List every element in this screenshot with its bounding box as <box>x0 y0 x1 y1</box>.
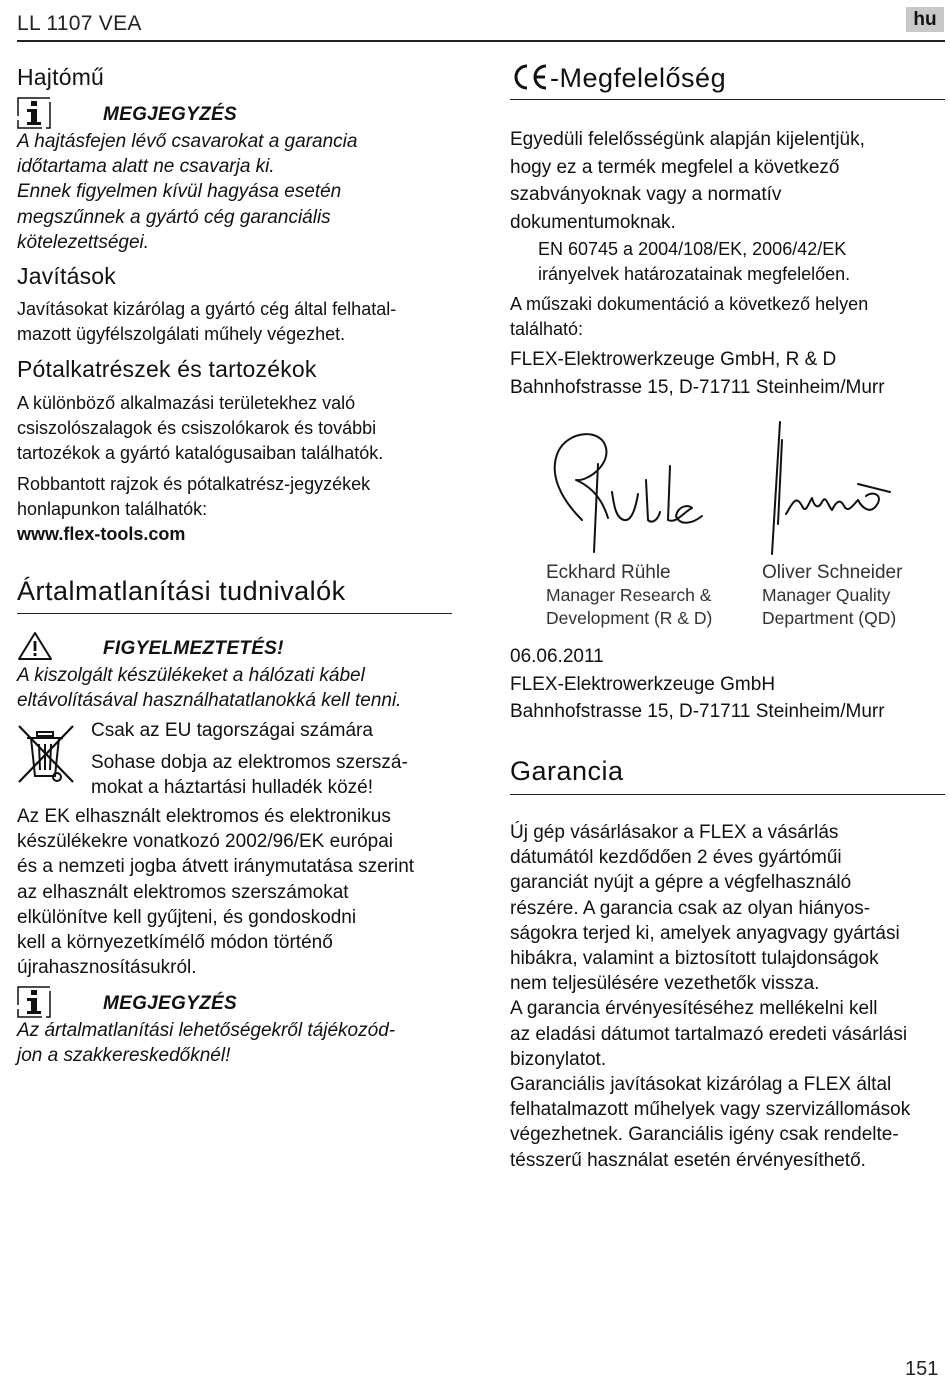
text-line: megszűnnek a gyártó cég garanciális <box>17 206 331 228</box>
disposal-heading-rule <box>17 613 452 614</box>
text-line: készülékekre vonatkozó 2002/96/EK európai <box>17 831 394 853</box>
text-line: részére. A garancia csak az olyan hiányos- <box>510 897 871 919</box>
declaration-date: 06.06.2011 <box>510 646 604 667</box>
conformity-heading: -Megfelelőség <box>550 63 727 93</box>
left-column <box>17 0 457 1391</box>
parts-heading: Pótalkatrészek és tartozékok <box>17 356 317 382</box>
text-line: az elhasznált elektromos szerszámokat <box>17 881 349 903</box>
text-line: felhatalmazott műhelyek vagy szervizállomások <box>510 1099 911 1121</box>
ce-mark-icon <box>510 62 550 97</box>
text-line: Bahnhofstrasse 15, D-71711 Steinheim/Murr <box>510 701 885 722</box>
text-line: A hajtásfejen lévő csavarokat a garancia <box>17 131 358 152</box>
text-line: mazott ügyfélszolgálati műhely végezhet. <box>17 324 346 344</box>
conformity-heading-rule <box>510 99 945 100</box>
text-line: kell a környezetkímélő módon történő <box>17 932 333 954</box>
signature-schneider <box>762 414 912 569</box>
text-line: nem teljesülésére vezethetők vissza. <box>510 973 820 995</box>
conformity-standards <box>538 237 850 287</box>
conformity-intro <box>510 126 865 236</box>
text-line: A műszaki dokumentáció a következő helyen <box>510 294 869 314</box>
language-badge: hu <box>906 7 944 32</box>
conformity-date-block <box>510 643 885 726</box>
directive-text <box>17 804 414 980</box>
warranty-heading: Garancia <box>510 756 624 786</box>
text-line: hogy ez a termék megfelel a következő <box>510 156 840 178</box>
text-line: jon a szakkereskedőknél! <box>17 1045 231 1067</box>
text-line: újrahasznosításukról. <box>17 957 197 979</box>
text-line: mokat a háztartási hulladék közé! <box>91 777 373 799</box>
text-line: Bahnhofstrasse 15, D-71711 Steinheim/Murr <box>510 377 885 398</box>
text-line: Az ártalmatlanítási lehetőségekről tájékozód- <box>17 1020 396 1041</box>
disposal-note-text <box>17 1018 395 1068</box>
signer-name: Eckhard Rühle <box>546 562 671 583</box>
text-line: tésszerű használat esetén érvényesíthető. <box>510 1149 866 1171</box>
text-line: dátumától kezdődően 2 éves gyártóműi <box>510 847 842 869</box>
text-line: FLEX-Elektrowerkzeuge GmbH, R & D <box>510 349 837 370</box>
text-line: elkülönítve kell gyűjteni, és gondoskodni <box>17 906 357 928</box>
signer-role: Manager Quality <box>762 585 891 605</box>
text-line: garanciát nyújt a gépre a végfelhasználó <box>510 872 852 894</box>
disposal-warning-label: FIGYELMEZTETÉS! <box>103 638 284 659</box>
text-line: hibákra, valamint a biztosított tulajdonságok <box>510 948 879 970</box>
parts-text-2 <box>17 472 370 547</box>
text-line: bizonylatot. <box>510 1048 607 1070</box>
text-line: ságokra terjed ki, amelyek anyagvagy gyártási <box>510 922 900 944</box>
signer-2 <box>762 561 902 630</box>
right-column <box>510 0 945 1391</box>
signer-role: Department (QD) <box>762 608 897 628</box>
gear-note-label: MEGJEGYZÉS <box>103 104 237 125</box>
bin-text <box>91 750 408 800</box>
model-title: LL 1107 VEA <box>17 12 142 35</box>
text-line: található: <box>510 319 584 339</box>
text-line: időtartama alatt ne csavarja ki. <box>17 156 275 178</box>
text-line: irányelvek határozatainak megfelelően. <box>538 264 851 284</box>
text-line: Robbantott rajzok és pótalkatrész-jegyzékek <box>17 474 371 494</box>
repairs-text <box>17 297 396 347</box>
disposal-heading: Ártalmatlanítási tudnivalók <box>17 576 346 606</box>
eu-only-text: Csak az EU tagországai számára <box>91 720 373 741</box>
text-line: csiszolószalagok és csiszolókarok és további <box>17 418 377 438</box>
text-line: Garanciális javításokat kizárólag a FLEX által <box>510 1074 892 1096</box>
text-line: végezhetnek. Garanciális igény csak rendelte- <box>510 1124 899 1146</box>
text-line: A különböző alkalmazási területekhez való <box>17 393 356 413</box>
website-link[interactable]: www.flex-tools.com <box>17 524 186 544</box>
signature-ruhle <box>542 420 712 565</box>
crossed-out-wheelie-bin-icon <box>17 722 75 791</box>
signer-1 <box>546 561 712 630</box>
text-line: Egyedüli felelősségünk alapján kijelentjük, <box>510 129 865 150</box>
text-line: A kiszolgált készülékeket a hálózati kábel <box>17 665 365 686</box>
text-line: Ennek figyelmen kívül hagyása esetén <box>17 181 342 203</box>
text-line: és a nemzeti jogba átvett iránymutatása szerint <box>17 856 415 878</box>
signer-role: Manager Research & <box>546 585 712 605</box>
text-line: EN 60745 a 2004/108/EK, 2006/42/EK <box>538 239 847 259</box>
repairs-heading: Javítások <box>17 263 116 289</box>
signer-name: Oliver Schneider <box>762 562 903 583</box>
warning-triangle-icon <box>17 631 53 666</box>
text-line: dokumentumoknak. <box>510 211 676 233</box>
text-line: szabványoknak vagy a normatív <box>510 184 782 205</box>
text-line: tartozékok a gyártó katalógusaiban találhatók. <box>17 443 384 463</box>
text-line: Az EK elhasznált elektromos és elektronikus <box>17 806 391 827</box>
disposal-note-label: MEGJEGYZÉS <box>103 993 237 1014</box>
text-line: az eladási dátumot tartalmazó eredeti vásárlási <box>510 1023 908 1045</box>
text-line: A garancia érvényesítéséhez mellékelni kell <box>510 998 878 1020</box>
text-line: honlapunkon találhatók: <box>17 499 208 519</box>
text-line: FLEX-Elektrowerkzeuge GmbH <box>510 673 776 695</box>
conformity-address <box>510 346 885 402</box>
text-line: Új gép vásárlásakor a FLEX a vásárlás <box>510 822 839 843</box>
text-line: eltávolításával használhatatlanokká kell tenni. <box>17 690 402 712</box>
text-line: kötelezettségei. <box>17 231 150 253</box>
parts-text <box>17 391 383 466</box>
page-number: 151 <box>905 1358 939 1380</box>
signer-role: Development (R & D) <box>546 608 713 628</box>
gear-heading: Hajtómű <box>17 64 105 90</box>
text-line: Sohase dobja az elektromos szerszá- <box>91 752 408 773</box>
gear-note-text <box>17 129 357 255</box>
text-line: Javításokat kizárólag a gyártó cég által felhatal- <box>17 299 397 319</box>
conformity-docs <box>510 292 868 342</box>
disposal-warning-text <box>17 663 401 713</box>
warranty-heading-rule <box>510 794 945 795</box>
warranty-text <box>510 820 910 1173</box>
